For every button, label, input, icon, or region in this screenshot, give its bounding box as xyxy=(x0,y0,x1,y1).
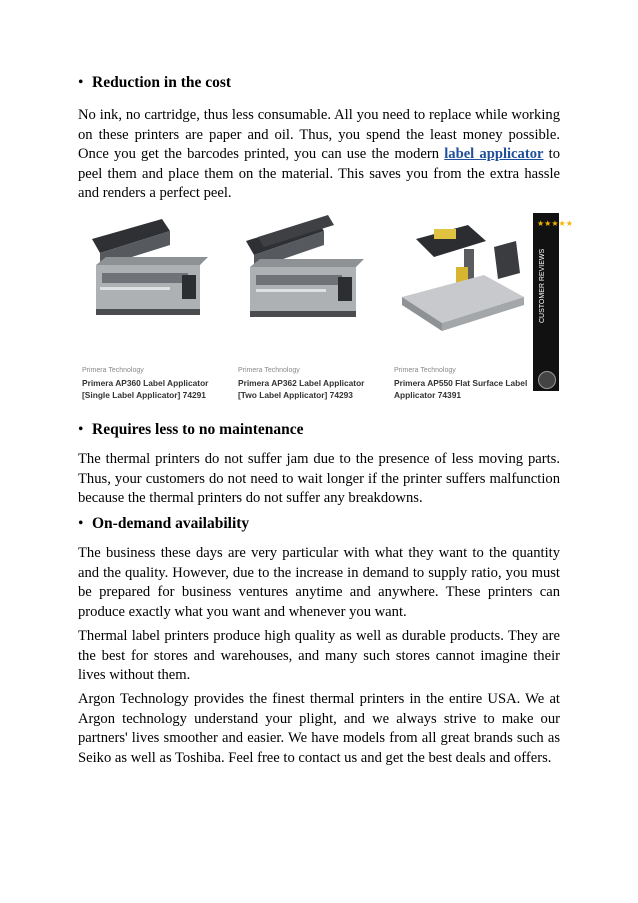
seal-icon xyxy=(538,371,556,389)
paragraph-on-demand: The business these days are very particular with what they want to the quantity and the quality. However, due to the increase in demand to supply ratio, you must be prepared for business ventures anytime and anywhere. These printers can produce exactly what you want and whenever you want. xyxy=(78,545,560,620)
product-card-ap362[interactable] xyxy=(234,205,384,403)
product-name-line: Primera AP360 Label Applicator xyxy=(82,378,209,388)
paragraph-quality: Thermal label printers produce high quality as well as durable products. They are the best for stores and warehouses, and many such stores cannot imagine their lives without them. xyxy=(78,628,560,684)
label-applicator-image xyxy=(238,211,380,351)
bullet-reduction-cost xyxy=(78,74,232,92)
label-applicator-image xyxy=(82,211,224,351)
product-name-line: [Single Label Applicator] 74291 xyxy=(82,390,206,400)
paragraph-argon: Argon Technology provides the finest thermal printers in the entire USA. We at Argon technology understand your plight, and we always strive to make our partners' lives smoother and easier. We have models from all great brands such as Seiko as well as Toshiba. Feel free to contact us and get the best deals and offers. xyxy=(78,691,560,766)
product-name xyxy=(394,377,544,401)
paragraph-cost xyxy=(78,106,560,204)
bullet-on-demand xyxy=(78,515,250,533)
product-name xyxy=(82,377,232,401)
bullet-dot: • xyxy=(78,74,84,91)
reviews-badge-text: CUSTOMER REVIEWS xyxy=(539,248,546,323)
paragraph-maintenance: The thermal printers do not suffer jam due to the presence of less moving parts. Thus, your customers do not need to wait longer if the printer suffers malfunction because the thermal printers do not suffer any breakdowns. xyxy=(78,451,560,507)
bullet-maintenance xyxy=(78,421,304,439)
bullet-heading: Reduction in the cost xyxy=(92,74,232,91)
product-name-line: Applicator 74391 xyxy=(394,390,462,400)
paragraph-text: to peel them and place them on the material. This saves you from the extra hassle and renders a perfect peel. xyxy=(78,146,561,202)
product-brand: Primera Technology xyxy=(238,367,300,374)
paragraph-text: No ink, no cartridge, thus less consumable. All you need to replace while working on these printers are paper and oil. Thus, you spend the least money possible. Once you get the barcodes printed, you can use the modern xyxy=(78,107,560,163)
product-brand: Primera Technology xyxy=(394,367,456,374)
star-rating-icon: ★★★★★ xyxy=(537,219,573,228)
product-name xyxy=(238,377,388,401)
product-card-ap360[interactable] xyxy=(78,205,228,403)
product-card-ap550[interactable] xyxy=(390,205,540,403)
product-name-line: Primera AP550 Flat Surface Label xyxy=(394,378,528,388)
product-name-line: [Two Label Applicator] 74293 xyxy=(238,390,353,400)
bullet-dot: • xyxy=(78,421,84,438)
product-image-strip xyxy=(78,205,573,403)
customer-reviews-badge[interactable] xyxy=(533,213,573,391)
bullet-dot: • xyxy=(78,515,84,532)
bullet-heading: Requires less to no maintenance xyxy=(92,421,304,438)
bullet-heading: On-demand availability xyxy=(92,515,250,532)
product-name-line: Primera AP362 Label Applicator xyxy=(238,378,365,388)
label-applicator-link[interactable]: label applicator xyxy=(444,146,544,163)
label-applicator-image xyxy=(394,211,536,351)
product-brand: Primera Technology xyxy=(82,367,144,374)
